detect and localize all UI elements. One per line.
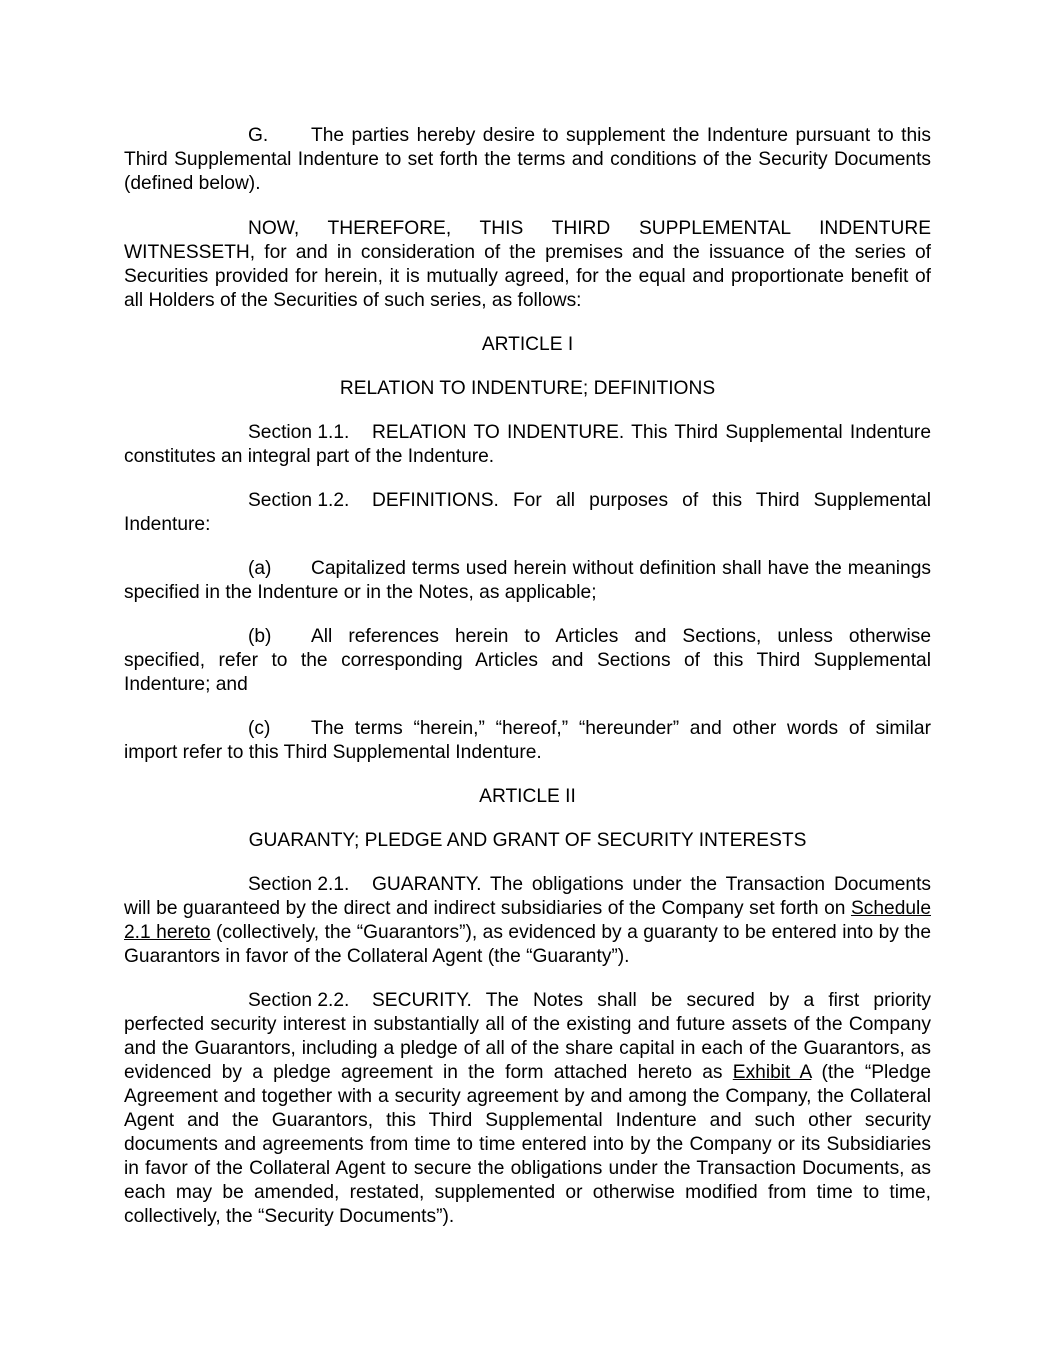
recital-g: [124, 124, 931, 196]
section-2-2: [124, 989, 931, 1229]
recital-g-text: The parties hereby desire to supplement the Indenture pursuant to this Third Supplemental Indenture to set forth the terms and conditions of the Security Documents (defined below).: [124, 125, 931, 194]
definition-item-b: [124, 625, 931, 697]
section-1-2: [124, 489, 931, 537]
section-2-1: [124, 873, 931, 969]
item-b-text: All references herein to Articles and Sections, unless otherwise specified, refer to the corresponding Articles and Sections of this Third Supplemental Indenture; and: [124, 626, 931, 695]
document-page: [124, 124, 931, 1249]
witnesseth-paragraph: [124, 217, 931, 313]
item-a-text: Capitalized terms used herein without definition shall have the meanings specified in the Indenture or in the Notes, as applicable;: [124, 558, 931, 603]
section-1-2-label: Section 1.2.: [248, 490, 350, 511]
item-a-label: (a): [248, 558, 272, 579]
schedule-2-1-reference: Schedule 2.1 hereto: [124, 898, 931, 943]
section-2-2-label: Section 2.2.: [248, 990, 350, 1011]
section-2-1-text-cont: (collectively, the “Guarantors”), as evidenced by a guaranty to be entered into by the Guarantors in favor of the Collateral Agent (the “Guaranty”).: [124, 922, 932, 967]
section-2-2-text-cont: (the “Pledge Agreement and together with a security agreement by and among the Company, the Collateral Agent and the Guarantors, this Third Supplemental Indenture and such other security documents and agreements from time to time entered into by the Company or its Subsidiaries in favor of the Collateral Agent to secure the obligations under the Transaction Documents, as each may be amended, restated, supplemented or otherwise modified from time to time, collectively, the “Security Documents”).: [124, 1062, 931, 1227]
section-1-1: [124, 421, 931, 469]
article-1-heading: ARTICLE I: [481, 334, 574, 355]
recital-g-label: G.: [248, 125, 269, 146]
section-1-1-text: RELATION TO INDENTURE. This Third Supplemental Indenture constitutes an integral part of the Indenture.: [124, 422, 931, 467]
article-1-title: RELATION TO INDENTURE; DEFINITIONS: [339, 378, 716, 399]
exhibit-a-reference: Exhibit A: [732, 1062, 812, 1083]
witnesseth-text: NOW, THEREFORE, THIS THIRD SUPPLEMENTAL INDENTURE WITNESSETH, for and in consideration of the premises and the issuance of the series of Securities provided for herein, it is mutually agreed, for the equal and proportionate benefit of all Holders of the Securities of such series, as follows:: [124, 218, 931, 311]
section-2-2-text: SECURITY. The Notes shall be secured by a first priority perfected security interest in substantially all of the existing and future assets of the Company and the Guarantors, including a pledge of all of the share capital in each of the Guarantors, as evidenced by a pledge agreement in the form attached hereto as: [124, 990, 931, 1083]
item-b-label: (b): [248, 626, 272, 647]
section-2-1-text: GUARANTY. The obligations under the Transaction Documents will be guaranteed by the direct and indirect subsidiaries of the Company set forth on: [124, 874, 931, 919]
section-2-1-label: Section 2.1.: [248, 874, 350, 895]
definition-item-a: [124, 557, 931, 605]
article-2-heading: ARTICLE II: [479, 786, 576, 807]
item-c-text: The terms “herein,” “hereof,” “hereunder” and other words of similar import refer to this Third Supplemental Indenture.: [124, 718, 931, 763]
section-1-2-text: DEFINITIONS. For all purposes of this Third Supplemental Indenture:: [124, 490, 931, 535]
definition-item-c: [124, 717, 931, 765]
section-1-1-label: Section 1.1.: [248, 422, 350, 443]
article-2-title: GUARANTY; PLEDGE AND GRANT OF SECURITY INTERESTS: [248, 830, 807, 851]
item-c-label: (c): [248, 718, 271, 739]
